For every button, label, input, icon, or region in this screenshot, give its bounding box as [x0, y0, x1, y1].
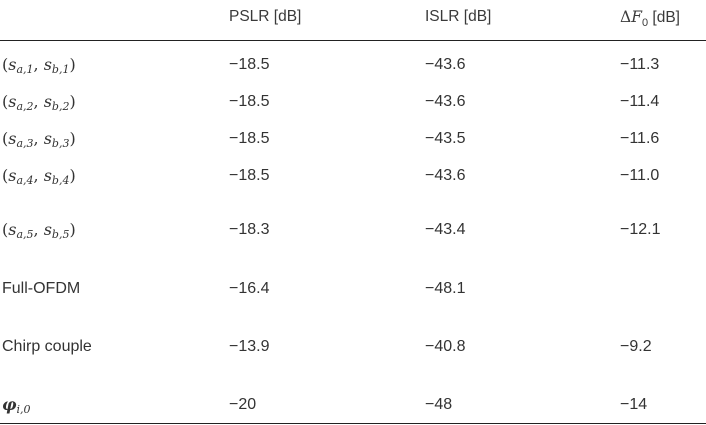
row-label-phi: $\varphi_{i,0}$ [2, 395, 31, 416]
row-label-chirp-couple: Chirp couple [2, 338, 92, 355]
header-delta-f0: $\Delta F_0$ [dB] [620, 8, 680, 30]
row-7-islr: −40.8 [425, 338, 466, 355]
header-pslr: PSLR [dB] [229, 8, 302, 25]
row-1-df0: −11.3 [620, 56, 660, 73]
row-7-pslr: −13.9 [229, 338, 270, 355]
row-label-full-ofdm: Full-OFDM [2, 280, 81, 297]
row-label-1: ($s_{a,1}$, $s_{b,1}$) [2, 55, 76, 76]
row-6-islr: −48.1 [425, 280, 466, 297]
row-8-df0: −14 [620, 396, 648, 413]
header-islr: ISLR [dB] [425, 8, 492, 25]
row-4-pslr: −18.5 [229, 167, 270, 184]
row-4-islr: −43.6 [425, 167, 466, 184]
row-5-df0: −12.1 [620, 221, 661, 238]
row-2-pslr: −18.5 [229, 93, 270, 110]
row-label-3: ($s_{a,3}$, $s_{b,3}$) [2, 129, 76, 150]
row-8-islr: −48 [425, 396, 453, 413]
row-4-df0: −11.0 [620, 167, 660, 184]
bottom-rule [0, 423, 706, 424]
row-3-pslr: −18.5 [229, 130, 270, 147]
row-2-df0: −11.4 [620, 93, 660, 110]
header-rule [0, 40, 706, 41]
row-label-4: ($s_{a,4}$, $s_{b,4}$) [2, 166, 76, 187]
row-3-df0: −11.6 [620, 130, 660, 147]
row-1-islr: −43.6 [425, 56, 466, 73]
row-6-pslr: −16.4 [229, 280, 270, 297]
row-5-islr: −43.4 [425, 221, 466, 238]
row-2-islr: −43.6 [425, 93, 466, 110]
row-label-5: ($s_{a,5}$, $s_{b,5}$) [2, 220, 76, 241]
row-5-pslr: −18.3 [229, 221, 270, 238]
row-1-pslr: −18.5 [229, 56, 270, 73]
row-8-pslr: −20 [229, 396, 257, 413]
row-label-2: ($s_{a,2}$, $s_{b,2}$) [2, 92, 76, 113]
row-7-df0: −9.2 [620, 338, 652, 355]
row-3-islr: −43.5 [425, 130, 466, 147]
